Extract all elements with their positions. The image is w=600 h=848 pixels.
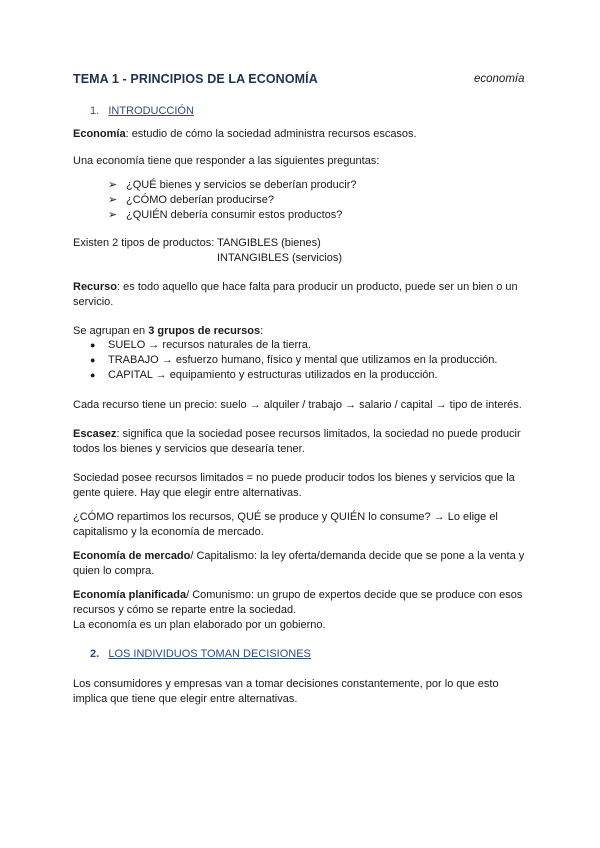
question-item: ➢ ¿QUIÉN debería consumir estos productos? — [108, 209, 343, 221]
resource-group-item: ● CAPITAL → equipamiento y estructuras utilizados en la producción. — [90, 369, 438, 381]
bullet-dot-icon: ● — [90, 355, 96, 365]
escasez-line-1: Escasez: significa que la sociedad posee recursos limitados, la sociedad no puede producir — [73, 428, 521, 440]
escasez-term: Escasez — [73, 428, 117, 440]
arrow-bullet-icon: ➢ — [108, 179, 118, 191]
prices-line: Cada recurso tiene un precio: suelo → alquiler / trabajo → salario / capital → tipo de interés. — [73, 399, 522, 411]
recurso-definition-line-2: servicio. — [73, 296, 114, 308]
mercado-line-2: quien lo compra. — [73, 565, 155, 577]
section-1-title: INTRODUCCIÓN — [108, 105, 194, 117]
product-types-line-2: INTANGIBLES (servicios) — [217, 252, 343, 264]
planificada-line-1: Economía planificada/ Comunismo: un grupo de expertos decide que se produce con esos — [73, 589, 523, 601]
section-2-title: LOS INDIVIDUOS TOMAN DECISIONES — [108, 648, 311, 660]
recurso-term: Recurso — [73, 281, 118, 293]
mercado-term: Economía de mercado — [73, 550, 191, 562]
subject-label: economía — [474, 73, 525, 85]
mercado-line-1: Economía de mercado/ Capitalismo: la ley oferta/demanda decide que se pone a la venta y — [73, 550, 525, 562]
how-question-line-2: capitalismo y la economía de mercado. — [73, 526, 264, 538]
economia-definition — [73, 127, 417, 142]
economia-text: : estudio de cómo la sociedad administra recursos escasos. — [125, 128, 417, 140]
resource-group-item: ● SUELO → recursos naturales de la tierra. — [90, 339, 311, 351]
escasez-line-2: todos los bienes y servicios que desearía tener. — [73, 443, 305, 455]
planificada-line-3: La economía es un plan elaborado por un gobierno. — [73, 619, 326, 631]
how-question-line-1: ¿CÓMO repartimos los recursos, QUÉ se produce y QUIÉN lo consume? → Lo elige el — [73, 511, 498, 523]
planificada-term: Economía planificada — [73, 589, 187, 601]
bullet-dot-icon: ● — [90, 370, 96, 380]
decisions-line-1: Los consumidores y empresas van a tomar decisiones constantemente, por lo que esto — [73, 678, 499, 690]
section-2-heading — [90, 647, 311, 662]
limited-line-1: Sociedad posee recursos limitados = no puede producir todos los bienes y servicios que la — [73, 472, 515, 484]
groups-intro: Se agrupan en 3 grupos de recursos: — [73, 325, 264, 337]
arrow-bullet-icon: ➢ — [108, 209, 118, 221]
section-1-heading — [90, 104, 194, 119]
page-title: TEMA 1 - PRINCIPIOS DE LA ECONOMÍA — [73, 72, 318, 86]
question-item: ➢ ¿QUÉ bienes y servicios se deberían producir? — [108, 179, 357, 191]
recurso-definition-line-1: Recurso: es todo aquello que hace falta para producir un producto, puede ser un bien o un — [73, 281, 518, 293]
section-1-number: 1. — [90, 105, 100, 117]
questions-intro: Una economía tiene que responder a las siguientes preguntas: — [73, 155, 380, 167]
planificada-line-2: recursos y cómo se reparte entre la sociedad. — [73, 604, 297, 616]
question-item: ➢ ¿CÓMO deberían producirse? — [108, 194, 274, 206]
decisions-line-2: implica que tiene que elegir entre alternativas. — [73, 693, 298, 705]
bullet-dot-icon: ● — [90, 340, 96, 350]
resource-group-item: ● TRABAJO → esfuerzo humano, físico y mental que utilizamos en la producción. — [90, 354, 498, 366]
section-2-number: 2. — [90, 648, 100, 660]
economia-term: Economía — [73, 128, 126, 140]
arrow-bullet-icon: ➢ — [108, 194, 118, 206]
limited-line-2: gente quiere. Hay que elegir entre alternativas. — [73, 487, 302, 499]
product-types-line-1: Existen 2 tipos de productos: TANGIBLES (bienes) — [73, 237, 321, 249]
